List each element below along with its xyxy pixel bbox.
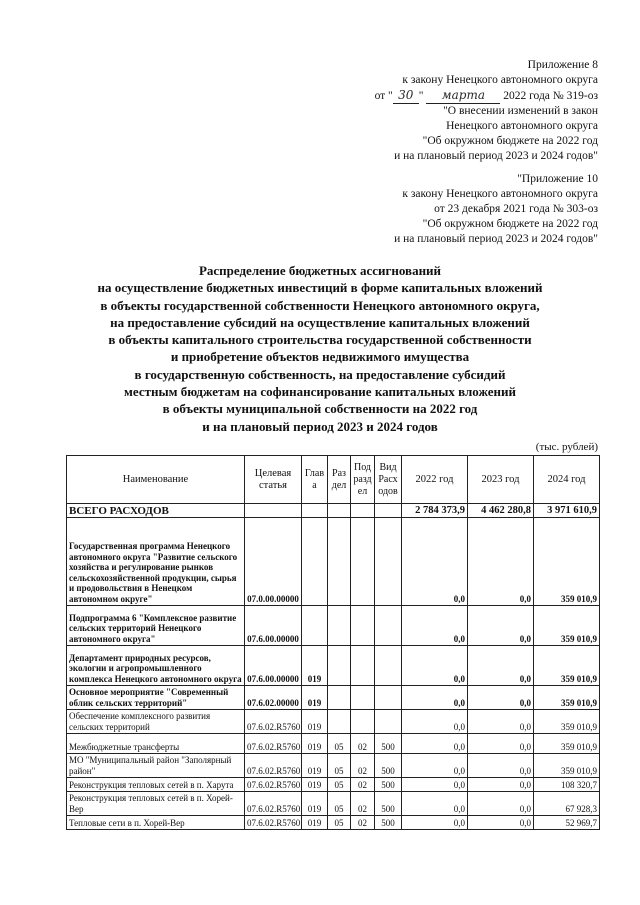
- row-2024: 359 010,9: [534, 646, 600, 686]
- header-name: Наименование: [67, 456, 245, 504]
- row-expense-type: [375, 646, 402, 686]
- base-annex-law-ref: к закону Ненецкого автономного округа: [402, 188, 598, 200]
- row-name: Реконструкция тепловых сетей в п. Хорей-Вер: [67, 792, 245, 816]
- row-chapter: 019: [302, 754, 328, 778]
- date-prefix: от ": [374, 90, 393, 102]
- row-2023: 0,0: [468, 686, 534, 710]
- title-line: в объекты государственной собственности Ненецкого автономного округа,: [100, 297, 540, 313]
- base-annex-number: "Приложение 10: [517, 173, 598, 185]
- row-chapter: 019: [302, 734, 328, 754]
- row-chapter: 019: [302, 710, 328, 734]
- base-annex-date: от 23 декабря 2021 года № 303-оз: [434, 203, 598, 215]
- header-subsection: Под разд ел: [351, 456, 375, 504]
- row-target: 07.6.02.R5760: [245, 778, 302, 792]
- row-2023: 0,0: [468, 646, 534, 686]
- table-row: [67, 646, 600, 686]
- title-line: местным бюджетам на софинансирование капитальных вложений: [124, 384, 516, 400]
- row-target: 07.6.02.R5760: [245, 816, 302, 830]
- row-2022: 0,0: [402, 710, 468, 734]
- handwritten-day: 30: [393, 88, 419, 104]
- total-2022: 2 784 373,9: [402, 504, 468, 518]
- row-target: 07.6.02.R5760: [245, 792, 302, 816]
- row-expense-type: 500: [375, 754, 402, 778]
- row-2023: 0,0: [468, 816, 534, 830]
- row-section: [328, 518, 351, 606]
- row-chapter: 019: [302, 792, 328, 816]
- row-subsection: 02: [351, 778, 375, 792]
- table-row: [67, 734, 600, 754]
- row-chapter: 019: [302, 646, 328, 686]
- row-subsection: [351, 646, 375, 686]
- total-2023: 4 462 280,8: [468, 504, 534, 518]
- row-subsection: [351, 710, 375, 734]
- row-name: Реконструкция тепловых сетей в п. Харута: [67, 778, 245, 792]
- date-suffix: 2022 года № 319-оз: [503, 90, 598, 102]
- title-line: и приобретение объектов недвижимого имущества: [170, 349, 470, 365]
- row-2022: 0,0: [402, 816, 468, 830]
- row-target: 07.6.02.R5760: [245, 734, 302, 754]
- title-line: в объекты капитального строительства государственной собственности: [108, 332, 532, 348]
- row-2022: 0,0: [402, 518, 468, 606]
- row-chapter: 019: [302, 686, 328, 710]
- row-subsection: [351, 686, 375, 710]
- row-2024: 359 010,9: [534, 518, 600, 606]
- cell-empty: [375, 504, 402, 518]
- row-2023: 0,0: [468, 778, 534, 792]
- row-2024: 359 010,9: [534, 754, 600, 778]
- row-chapter: [302, 606, 328, 646]
- row-chapter: 019: [302, 816, 328, 830]
- row-subsection: 02: [351, 734, 375, 754]
- row-2024: 67 928,3: [534, 792, 600, 816]
- row-name: Основное мероприятие "Современный облик сельских территорий": [67, 686, 245, 710]
- row-target: 07.6.02.00000: [245, 686, 302, 710]
- amendment-annex-header: [375, 58, 598, 164]
- row-subsection: 02: [351, 754, 375, 778]
- row-expense-type: 500: [375, 778, 402, 792]
- row-section: [328, 710, 351, 734]
- row-2022: 0,0: [402, 686, 468, 710]
- row-2023: 0,0: [468, 792, 534, 816]
- row-expense-type: 500: [375, 792, 402, 816]
- budget-table: [66, 455, 600, 830]
- row-name: МО "Муниципальный район "Заполярный район": [67, 754, 245, 778]
- row-2024: 359 010,9: [534, 734, 600, 754]
- cell-empty: [245, 504, 302, 518]
- handwritten-month: марта: [426, 88, 500, 104]
- row-name: Департамент природных ресурсов, экологии и агропромышленного комплекса Ненецкого автономного округа: [67, 646, 245, 686]
- annex-line-7: и на плановый период 2023 и 2024 годов": [394, 150, 598, 162]
- row-2023: 0,0: [468, 754, 534, 778]
- row-2024: 52 969,7: [534, 816, 600, 830]
- row-name: Межбюджетные трансферты: [67, 734, 245, 754]
- row-2024: 359 010,9: [534, 686, 600, 710]
- table-row: [67, 686, 600, 710]
- row-expense-type: 500: [375, 816, 402, 830]
- row-2024: 108 320,7: [534, 778, 600, 792]
- title-line: и на плановый период 2023 и 2024 годов: [202, 418, 438, 434]
- row-target: 07.0.00.00000: [245, 518, 302, 606]
- header-section: Раз дел: [328, 456, 351, 504]
- annex-line-6: "Об окружном бюджете на 2022 год: [422, 135, 598, 147]
- table-row: [67, 606, 600, 646]
- row-subsection: 02: [351, 816, 375, 830]
- row-2023: 0,0: [468, 518, 534, 606]
- table-row: [67, 778, 600, 792]
- row-2022: 0,0: [402, 734, 468, 754]
- row-2022: 0,0: [402, 754, 468, 778]
- title-line: на предоставление субсидий на осуществление капитальных вложений: [110, 314, 530, 330]
- header-expense-type: Вид Расх одов: [375, 456, 402, 504]
- table-row: [67, 754, 600, 778]
- table-row: [67, 518, 600, 606]
- row-name: Обеспечение комплексного развития сельских территорий: [67, 710, 245, 734]
- row-2022: 0,0: [402, 606, 468, 646]
- row-section: 05: [328, 792, 351, 816]
- annex-date-line: [375, 88, 598, 104]
- title-line: в объекты муниципальной собственности на 2022 год: [162, 401, 478, 417]
- row-name: Государственная программа Ненецкого автономного округа "Развитие сельского хозяйства и регулирование рынков сельскохозяйственной продукции, сырья и продовольствия в Ненецком автономном округе": [67, 518, 245, 606]
- row-expense-type: [375, 686, 402, 710]
- table-row: [67, 816, 600, 830]
- row-2024: 359 010,9: [534, 710, 600, 734]
- row-section: [328, 686, 351, 710]
- base-annex-line-5: и на плановый период 2023 и 2024 годов": [394, 233, 598, 245]
- row-section: 05: [328, 734, 351, 754]
- unit-label: (тыс. рублей): [535, 441, 598, 453]
- header-chapter: Глав а: [302, 456, 328, 504]
- row-section: 05: [328, 754, 351, 778]
- cell-empty: [302, 504, 328, 518]
- row-expense-type: [375, 710, 402, 734]
- title-line: в государственную собственность, на предоставление субсидий: [134, 366, 506, 382]
- row-chapter: 019: [302, 778, 328, 792]
- annex-law-ref: к закону Ненецкого автономного округа: [402, 74, 598, 86]
- row-2022: 0,0: [402, 792, 468, 816]
- table-row: [67, 710, 600, 734]
- row-target: 07.6.00.00000: [245, 606, 302, 646]
- total-row: [67, 504, 600, 518]
- header-2022: 2022 год: [402, 456, 468, 504]
- annex-line-5: Ненецкого автономного округа: [446, 120, 598, 132]
- row-expense-type: [375, 606, 402, 646]
- row-chapter: [302, 518, 328, 606]
- cell-empty: [351, 504, 375, 518]
- cell-empty: [328, 504, 351, 518]
- table-header-row: [67, 456, 600, 504]
- total-2024: 3 971 610,9: [534, 504, 600, 518]
- row-2022: 0,0: [402, 778, 468, 792]
- row-target: 07.6.02.R5760: [245, 710, 302, 734]
- row-subsection: [351, 606, 375, 646]
- row-2023: 0,0: [468, 734, 534, 754]
- document-title: [40, 262, 600, 435]
- row-expense-type: [375, 518, 402, 606]
- row-2024: 359 010,9: [534, 606, 600, 646]
- base-annex-header: [394, 172, 598, 247]
- row-section: 05: [328, 816, 351, 830]
- row-2023: 0,0: [468, 710, 534, 734]
- row-section: [328, 606, 351, 646]
- annex-number: Приложение 8: [527, 59, 598, 71]
- row-expense-type: 500: [375, 734, 402, 754]
- annex-line-4: "О внесении изменений в закон: [443, 105, 598, 117]
- row-name: Подпрограмма 6 "Комплексное развитие сельских территорий Ненецкого автономного округа": [67, 606, 245, 646]
- header-target-article: Целевая статья: [245, 456, 302, 504]
- row-2022: 0,0: [402, 646, 468, 686]
- row-2023: 0,0: [468, 606, 534, 646]
- header-2024: 2024 год: [534, 456, 600, 504]
- row-section: [328, 646, 351, 686]
- row-name: Тепловые сети в п. Хорей-Вер: [67, 816, 245, 830]
- header-2023: 2023 год: [468, 456, 534, 504]
- title-line: на осуществление бюджетных инвестиций в форме капитальных вложений: [97, 280, 543, 296]
- row-subsection: 02: [351, 792, 375, 816]
- row-section: 05: [328, 778, 351, 792]
- base-annex-line-4: "Об окружном бюджете на 2022 год: [422, 218, 598, 230]
- row-target: 07.6.02.R5760: [245, 754, 302, 778]
- row-target: 07.6.00.00000: [245, 646, 302, 686]
- date-quote: ": [418, 90, 424, 102]
- table-row: [67, 792, 600, 816]
- row-subsection: [351, 518, 375, 606]
- title-line: Распределение бюджетных ассигнований: [198, 263, 442, 278]
- total-name: ВСЕГО РАСХОДОВ: [67, 504, 245, 518]
